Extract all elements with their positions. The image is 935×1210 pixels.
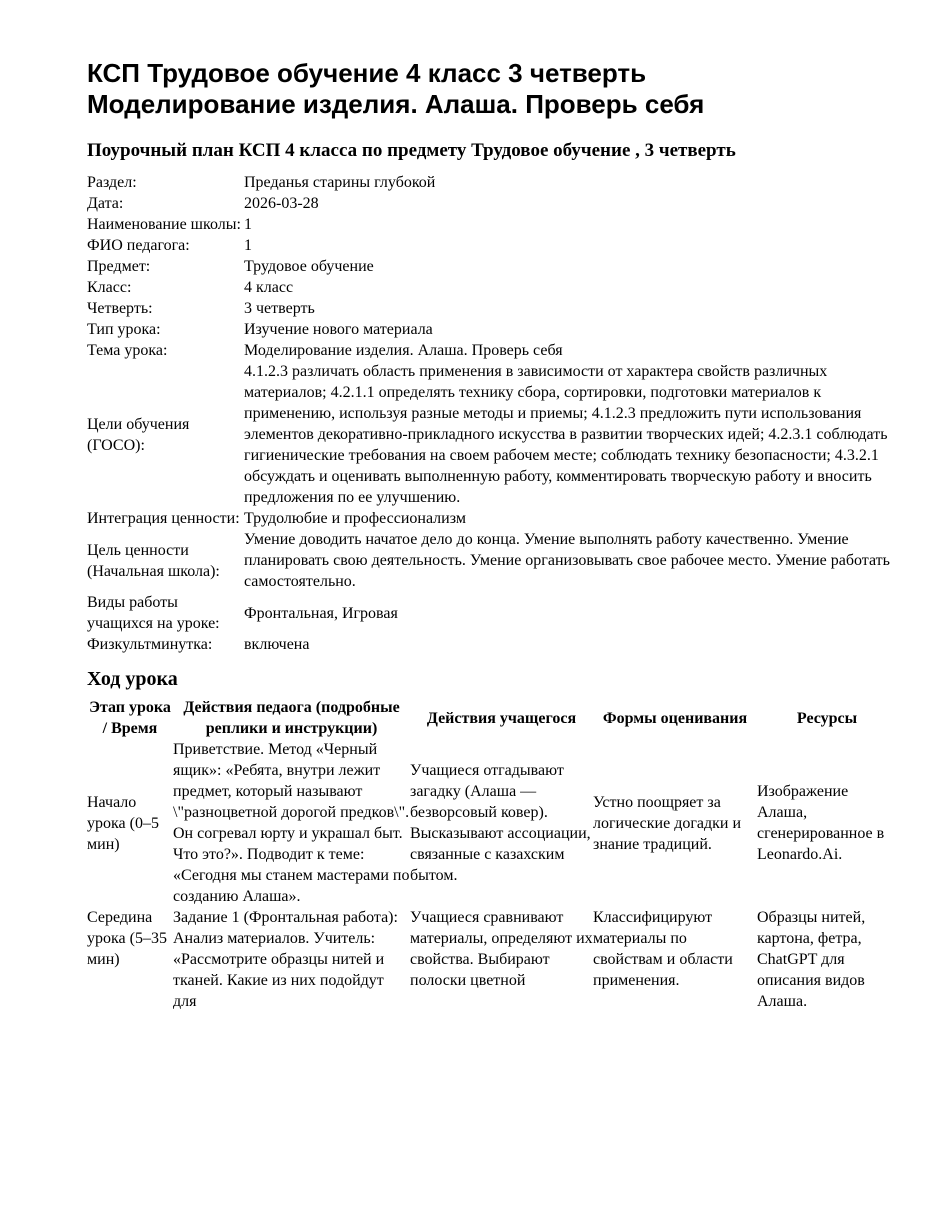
lesson-info-table bbox=[87, 172, 897, 655]
info-row-value-integration bbox=[87, 508, 897, 529]
info-value: 1 bbox=[244, 216, 252, 233]
info-row-goals bbox=[87, 361, 897, 508]
document-title-line-2: Моделирование изделия. Алаша. Проверь себя bbox=[87, 89, 705, 119]
plan-subtitle: Поурочный план КСП 4 класса по предмету Трудовое обучение , 3 четверть bbox=[87, 140, 736, 161]
lesson-table-header-row bbox=[87, 697, 897, 739]
cell-resources: Изображение Алаша, сгенерированное в Leonardo.Ai. bbox=[757, 783, 885, 863]
info-value: Преданья старины глубокой bbox=[244, 174, 436, 191]
info-row-date bbox=[87, 193, 897, 214]
info-value: 4.1.2.3 различать область применения в зависимости от характера свойств различных материалов; 4.2.1.1 определять технику сбора, сортировки, подготовки материалов к применению, используя разные методы и приемы; 4.1.2.3 предложить пути использования элементов декоративно-прикладного искусства в развитии творческих идей; 4.2.3.1 соблюдать гигиенические требования на своем рабочем месте; соблюдать технику безопасности; 4.3.2.1 обсуждать и оценивать выполненную работу, комментировать творческую работу и вносить предложения по ее улучшению. bbox=[244, 363, 888, 506]
info-row-section bbox=[87, 172, 897, 193]
info-key: Наименование школы: bbox=[87, 216, 241, 233]
table-row bbox=[87, 739, 897, 907]
info-key: Класс: bbox=[87, 279, 132, 296]
info-row-work-types bbox=[87, 592, 897, 634]
info-key: Дата: bbox=[87, 195, 124, 212]
header-student-actions: Действия учащегося bbox=[426, 709, 577, 727]
info-key: ФИО педагога: bbox=[87, 237, 190, 254]
lesson-flow-table bbox=[87, 697, 897, 1012]
info-value: Умение доводить начатое дело до конца. Умение выполнять работу качественно. Умение планировать свою деятельность. Умение организовывать свое рабочее место. Умение работать самостоятельно. bbox=[244, 531, 890, 590]
info-key: Предмет: bbox=[87, 258, 151, 275]
info-key: Четверть: bbox=[87, 300, 153, 317]
info-value: 1 bbox=[244, 237, 252, 254]
info-key: Раздел: bbox=[87, 174, 137, 191]
header-teacher-actions: Действия педаога (подробные реплики и инструкции) bbox=[183, 699, 400, 737]
header-resources: Ресурсы bbox=[796, 709, 858, 727]
info-value: 3 четверть bbox=[244, 300, 315, 317]
document-title-line-1: КСП Трудовое обучение 4 класс 3 четверть bbox=[87, 58, 647, 88]
table-row bbox=[87, 907, 897, 1012]
cell-stage: Начало урока (0–5 мин) bbox=[87, 793, 159, 853]
document-title bbox=[87, 58, 897, 120]
info-value: 2026-03-28 bbox=[244, 195, 319, 212]
info-value: 4 класс bbox=[244, 279, 294, 296]
info-key: Цель ценности (Начальная школа): bbox=[87, 541, 220, 580]
info-value: Изучение нового материала bbox=[244, 321, 433, 338]
header-assessment: Формы оценивания bbox=[602, 709, 748, 727]
info-row-topic bbox=[87, 340, 897, 361]
info-value: Трудолюбие и профессионализм bbox=[244, 510, 466, 527]
document-page bbox=[87, 58, 897, 1012]
info-key: Интеграция ценности: bbox=[87, 510, 240, 527]
lesson-flow-heading: Ход урока bbox=[87, 668, 178, 690]
cell-stage: Середина урока (5–35 мин) bbox=[87, 909, 167, 968]
header-stage: Этап урока / Время bbox=[89, 699, 171, 737]
cell-student-actions: Учащиеся отгадывают загадку (Алаша — безворсовый ковер). Высказывают ассоциации, связанные с казахским бытом. bbox=[410, 762, 591, 884]
cell-resources: Образцы нитей, картона, фетра, ChatGPT для описания видов Алаша. bbox=[757, 909, 866, 1010]
info-key: Тема урока: bbox=[87, 342, 168, 359]
info-row-lesson-type bbox=[87, 319, 897, 340]
info-key: Тип урока: bbox=[87, 321, 161, 338]
cell-teacher-actions: Задание 1 (Фронтальная работа): Анализ материалов. Учитель: «Рассмотрите образцы нитей и тканей. Какие из них подойдут для bbox=[173, 909, 398, 1010]
info-row-value-goal bbox=[87, 529, 897, 592]
info-key: Цели обучения (ГОСО): bbox=[87, 415, 190, 454]
info-row-school bbox=[87, 214, 897, 235]
info-row-grade bbox=[87, 277, 897, 298]
cell-assessment: Классифицируют материалы по свойствам и области применения. bbox=[593, 909, 733, 989]
info-row-teacher bbox=[87, 235, 897, 256]
info-key: Физкультминутка: bbox=[87, 636, 213, 653]
cell-student-actions: Учащиеся сравнивают материалы, определяют их свойства. Выбирают полоски цветной bbox=[410, 909, 593, 989]
info-value: Трудовое обучение bbox=[244, 258, 374, 275]
cell-teacher-actions: Приветствие. Метод «Черный ящик»: «Ребята, внутри лежит предмет, который называют \"разноцветной дорогой предков\". Он согревал юрту и украшал быт. Что это?». Подводит к теме: «Сегодня мы станем мастерами по созданию Алаша». bbox=[173, 741, 410, 905]
info-value: Моделирование изделия. Алаша. Проверь себя bbox=[244, 342, 563, 359]
info-value: включена bbox=[244, 636, 310, 653]
info-row-subject bbox=[87, 256, 897, 277]
info-row-physical-break bbox=[87, 634, 897, 655]
info-row-quarter bbox=[87, 298, 897, 319]
cell-assessment: Устно поощряет за логические догадки и знание традиций. bbox=[593, 793, 742, 853]
info-value: Фронтальная, Игровая bbox=[244, 604, 398, 622]
info-key: Виды работы учащихся на уроке: bbox=[87, 594, 220, 632]
